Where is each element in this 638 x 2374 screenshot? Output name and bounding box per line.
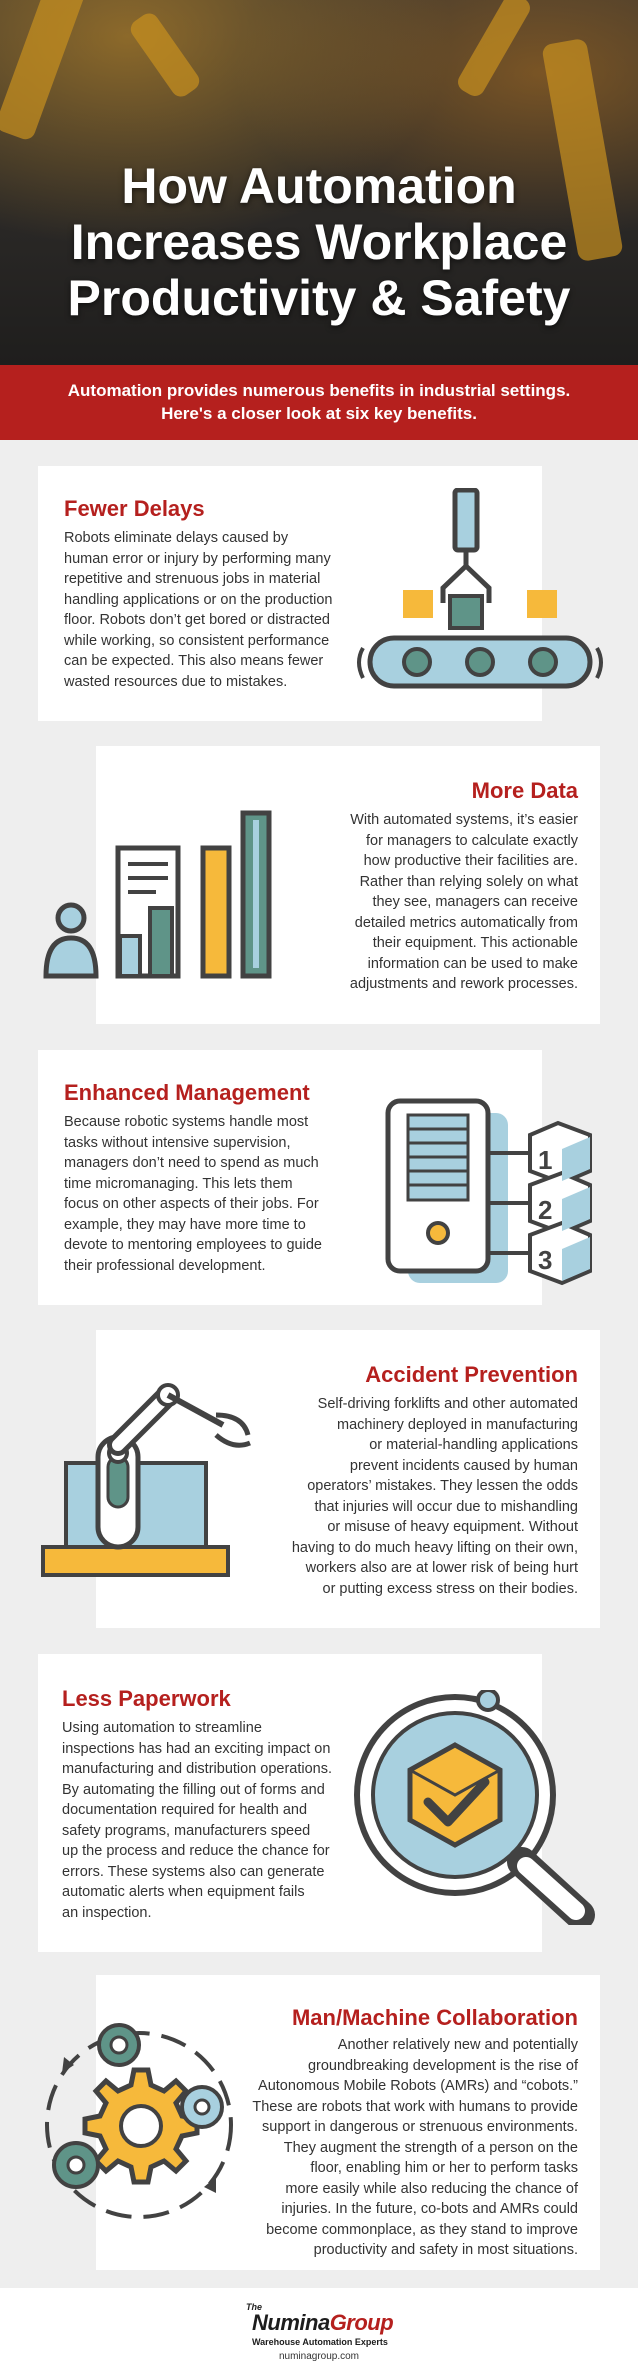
body-line: Autonomous Mobile Robots (AMRs) and “cobots.”	[258, 2078, 578, 2094]
robot-arm-background	[0, 0, 86, 142]
section-body	[350, 810, 578, 995]
body-line: their professional development.	[64, 1257, 266, 1274]
body-line: productivity and safety in most situations.	[313, 2242, 578, 2258]
body-line: or putting excess stress on their bodies.	[322, 1580, 578, 1597]
robot-arm-icon	[38, 1375, 283, 1585]
body-line: support in dangerous or strenuous environments.	[262, 2119, 578, 2135]
body-line: devote to mentoring employees to guide	[64, 1237, 322, 1253]
section-title: More Data	[471, 778, 578, 803]
magnifier-check-icon	[350, 1690, 600, 1925]
body-line: floor. Robots don’t get bored or distracted	[64, 612, 330, 628]
body-line: they see, managers can receive	[372, 894, 578, 910]
body-line: time micromanaging. This lets them	[64, 1175, 293, 1192]
body-line: prevent incidents caused by human	[349, 1457, 578, 1474]
body-line: that injuries will occur due to mishandling	[314, 1498, 578, 1515]
body-line: By automating the filling out of forms and	[62, 1781, 325, 1798]
body-line: while working, so consistent performance	[64, 632, 330, 649]
body-line: managers don’t need to spend as much	[64, 1155, 319, 1171]
body-line: information can be used to make	[367, 955, 578, 972]
body-line: become commonplace, as they stand to improve	[266, 2221, 578, 2238]
cube-label: 1	[538, 1145, 553, 1175]
body-line: adjustments and rework processes.	[349, 976, 578, 992]
cube-label: 3	[538, 1245, 553, 1275]
section-title: Enhanced Management	[64, 1080, 310, 1105]
body-line: automatic alerts when equipment fails	[62, 1884, 305, 1900]
body-line: or material-handling applications	[369, 1437, 578, 1453]
intro-line: Here's a closer look at six key benefits.	[161, 404, 477, 423]
body-line: having to do much heavy lifting on their own,	[291, 1539, 578, 1556]
intro-line: Automation provides numerous benefits in industrial settings.	[67, 381, 571, 400]
body-line: floor, enabling him or her to perform tasks	[310, 2160, 578, 2176]
robot-arm-background	[454, 0, 533, 100]
page-title	[0, 158, 638, 326]
conveyor-robot-icon	[355, 488, 605, 703]
body-line: Another relatively new and potentially	[337, 2037, 578, 2053]
body-line: how productive their facilities are.	[363, 853, 578, 869]
body-line: Because robotic systems handle most	[64, 1114, 309, 1130]
body-line: wasted resources due to mistakes.	[64, 673, 288, 690]
body-line: handling applications or on the production	[64, 591, 333, 608]
logo-the: The	[246, 2302, 263, 2312]
section-body	[64, 528, 332, 692]
logo-wordmark	[252, 2310, 393, 2336]
body-line: Rather than relying solely on what	[359, 873, 578, 890]
server-stack-icon	[380, 1093, 605, 1293]
body-line: Robots eliminate delays caused by	[64, 530, 289, 546]
logo-tagline: Warehouse Automation Experts	[252, 2337, 388, 2347]
body-line: inspections has had an exciting impact on	[62, 1740, 331, 1757]
body-line: human error or injury by performing many	[64, 550, 331, 567]
body-line: an inspection.	[62, 1904, 152, 1921]
robot-arm-background	[127, 10, 203, 101]
body-line: for managers to calculate exactly	[366, 832, 578, 849]
section-title: Less Paperwork	[62, 1686, 231, 1711]
body-line: more easily while also reducing the chance of	[285, 2180, 578, 2197]
body-line: tasks without intensive supervision,	[64, 1134, 291, 1151]
hero-banner	[0, 0, 638, 365]
body-line: detailed metrics automatically from	[354, 914, 578, 931]
body-line: operators’ mistakes. They lessen the odds	[307, 1478, 578, 1494]
section-body	[292, 1394, 578, 1599]
body-line: their equipment. This actionable	[372, 935, 578, 951]
body-line: documentation required for health and	[62, 1802, 308, 1818]
body-line: safety programs, manufacturers speed	[62, 1822, 311, 1839]
title-line: Productivity & Safety	[67, 270, 571, 326]
body-line: workers also are at lower risk of being hurt	[305, 1560, 578, 1576]
body-line: example, they may have more time to	[64, 1216, 306, 1233]
title-line: Increases Workplace	[70, 214, 568, 270]
body-line: With automated systems, it’s easier	[350, 812, 578, 828]
body-line: manufacturing and distribution operations.	[62, 1761, 333, 1777]
data-chart-icon	[38, 808, 288, 983]
body-line: These are robots that work with humans to provide	[252, 2098, 578, 2115]
intro-banner	[0, 365, 638, 440]
body-line: can be expected. This also means fewer	[64, 653, 324, 669]
gears-cycle-icon	[34, 2015, 244, 2230]
logo-numina: Numina	[252, 2310, 330, 2335]
body-line: errors. These systems also can generate	[62, 1863, 325, 1880]
body-line: up the process and reduce the chance for	[62, 1843, 330, 1859]
body-line: Self-driving forklifts and other automated	[317, 1396, 578, 1412]
cube-label: 2	[538, 1195, 553, 1225]
section-body	[252, 2035, 578, 2261]
footer	[0, 2288, 638, 2374]
section-title: Fewer Delays	[64, 496, 205, 521]
section-body	[62, 1718, 332, 1923]
body-line: machinery deployed in manufacturing	[337, 1416, 578, 1433]
section-body	[64, 1112, 322, 1276]
body-line: injuries. In the future, co-bots and AMRs could	[281, 2201, 578, 2217]
section-title: Accident Prevention	[365, 1362, 578, 1387]
logo-group: Group	[329, 2310, 394, 2335]
body-line: or misuse of heavy equipment. Without	[327, 1519, 578, 1535]
body-line: Using automation to streamline	[62, 1720, 262, 1736]
body-line: focus on other aspects of their jobs. For	[64, 1196, 319, 1212]
body-line: groundbreaking development is the rise of	[307, 2057, 578, 2074]
section-title: Man/Machine Collaboration	[291, 2005, 578, 2030]
body-line: repetitive and strenuous jobs in material	[64, 571, 321, 587]
website-link[interactable]: numinagroup.com	[278, 2351, 360, 2362]
body-line: They augment the strength of a person on the	[283, 2139, 578, 2156]
title-line: How Automation	[121, 158, 517, 214]
